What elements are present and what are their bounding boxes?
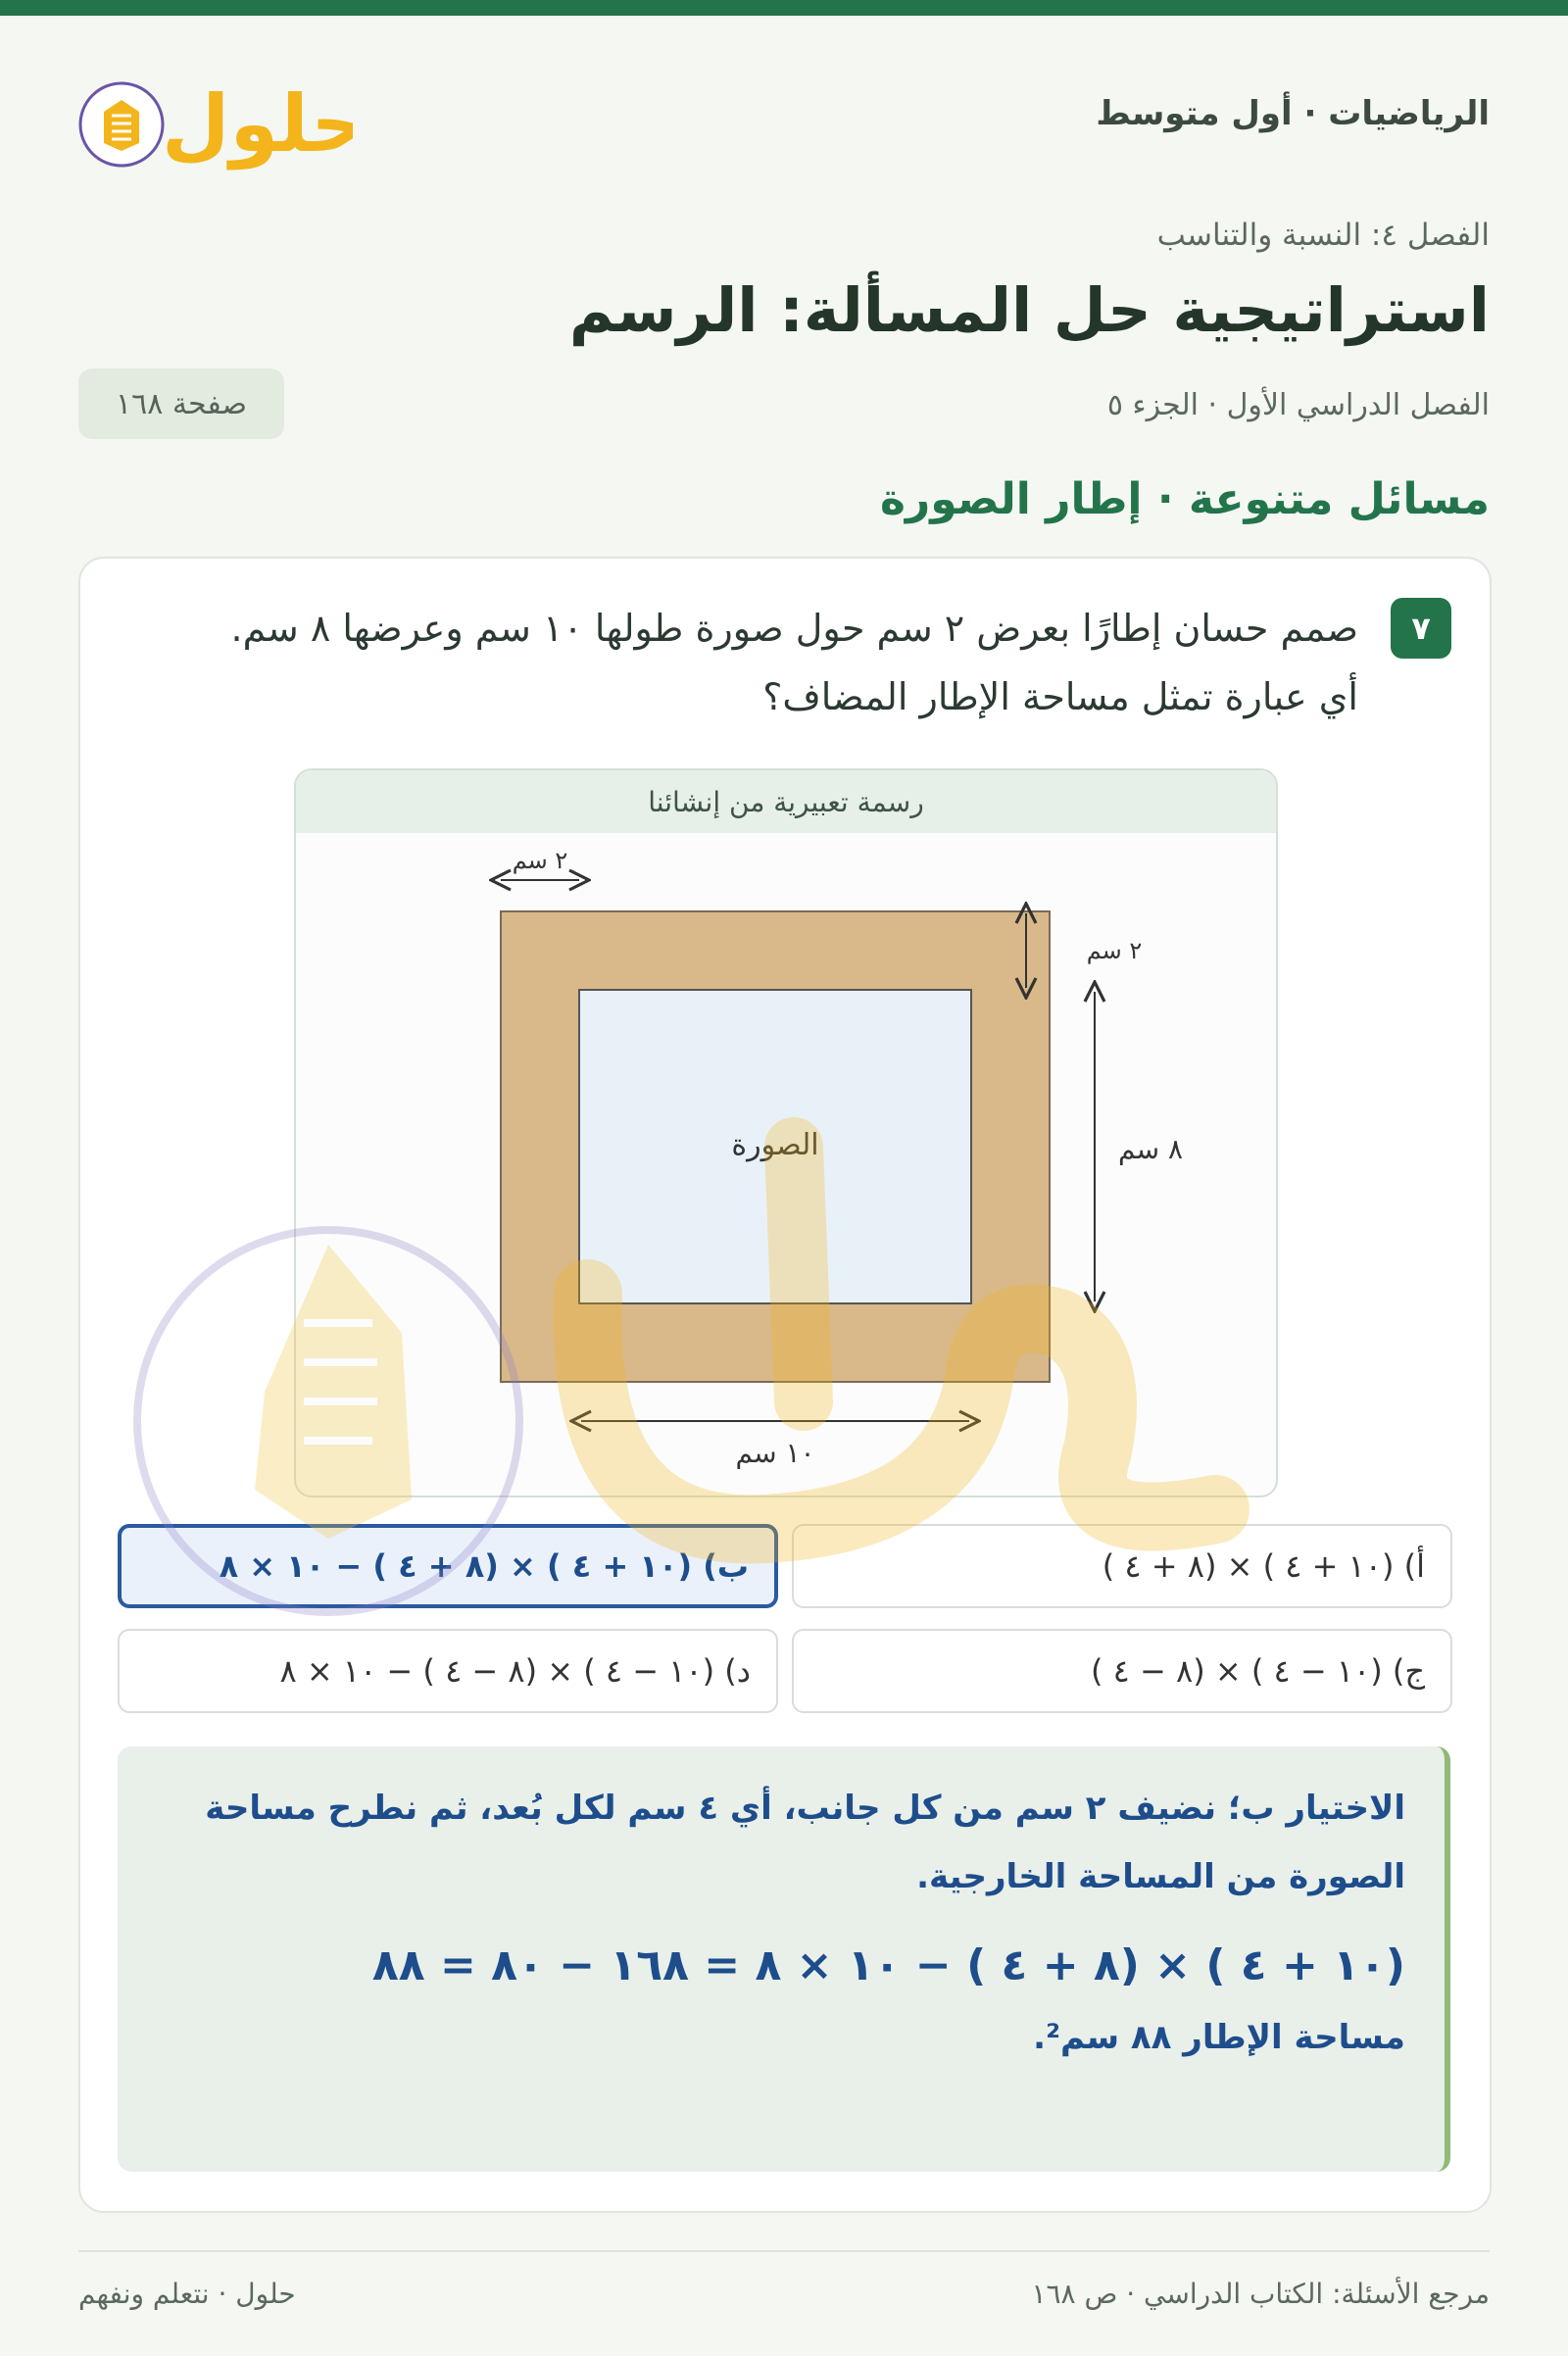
semester-label: الفصل الدراسي الأول · الجزء ٥ [1106, 388, 1490, 422]
subject-label: الرياضيات · أول متوسط [1096, 94, 1490, 133]
choice-c[interactable]: ج) (١٠ − ٤ ) × (٨ − ٤ ) [792, 1629, 1452, 1713]
page-number-badge: صفحة ١٦٨ [78, 368, 284, 439]
choice-d[interactable]: د) (١٠ − ٤ ) × (٨ − ٤ ) − ١٠ × ٨ [118, 1629, 778, 1713]
width-label: ١٠ سم [735, 1437, 815, 1469]
figure-caption: رسمة تعبيرية من إنشائنا [296, 770, 1276, 833]
frame-right-label: ٢ سم [1086, 937, 1143, 964]
chapter-label: الفصل ٤: النسبة والتناسب [1156, 218, 1490, 253]
question-text: صمم حسان إطارًا بعرض ٢ سم حول صورة طولها ١٠ سم وعرضها ٨ سم. أي عبارة تمثل مساحة الإطار المضاف؟ [230, 607, 1358, 718]
logo-text: حلول [162, 78, 353, 170]
page-title: استراتيجية حل المسألة: الرسم [568, 274, 1490, 346]
answer-result: مساحة الإطار ٨٨ سم². [1033, 2018, 1405, 2057]
choice-b[interactable]: ب) (١٠ + ٤ ) × (٨ + ٤ ) − ١٠ × ٨ [118, 1524, 778, 1608]
frame-diagram [294, 768, 1278, 1497]
hulul-logo[interactable] [78, 61, 353, 188]
choice-a[interactable]: أ) (١٠ + ٤ ) × (٨ + ٤ ) [792, 1524, 1452, 1608]
frame-drawing [296, 770, 1276, 1496]
answer-equation: (١٠ + ٤ ) × (٨ + ٤ ) − ١٠ × ٨ = ١٦٨ − ٨٠ = ٨٨ [371, 1940, 1405, 1990]
footer-divider [78, 2250, 1490, 2252]
question-number: ٧ [1391, 598, 1451, 659]
top-accent-bar [0, 0, 1568, 16]
frame-top-label: ٢ سم [512, 847, 568, 874]
picture-label: الصورة [731, 1128, 819, 1162]
footer-reference: مرجع الأسئلة: الكتاب الدراسي · ص ١٦٨ [1031, 2278, 1490, 2310]
section-title: مسائل متنوعة · إطار الصورة [879, 474, 1490, 524]
answer-explanation: الاختيار ب؛ نضيف ٢ سم من كل جانب، أي ٤ سم لكل بُعد، ثم نطرح مساحة الصورة من المساحة الخارجية. [205, 1789, 1405, 1896]
footer-brand: حلول · نتعلم ونفهم [78, 2278, 296, 2310]
answer-box [118, 1746, 1450, 2172]
logo-mark [78, 61, 353, 188]
height-label: ٨ سم [1117, 1133, 1184, 1165]
